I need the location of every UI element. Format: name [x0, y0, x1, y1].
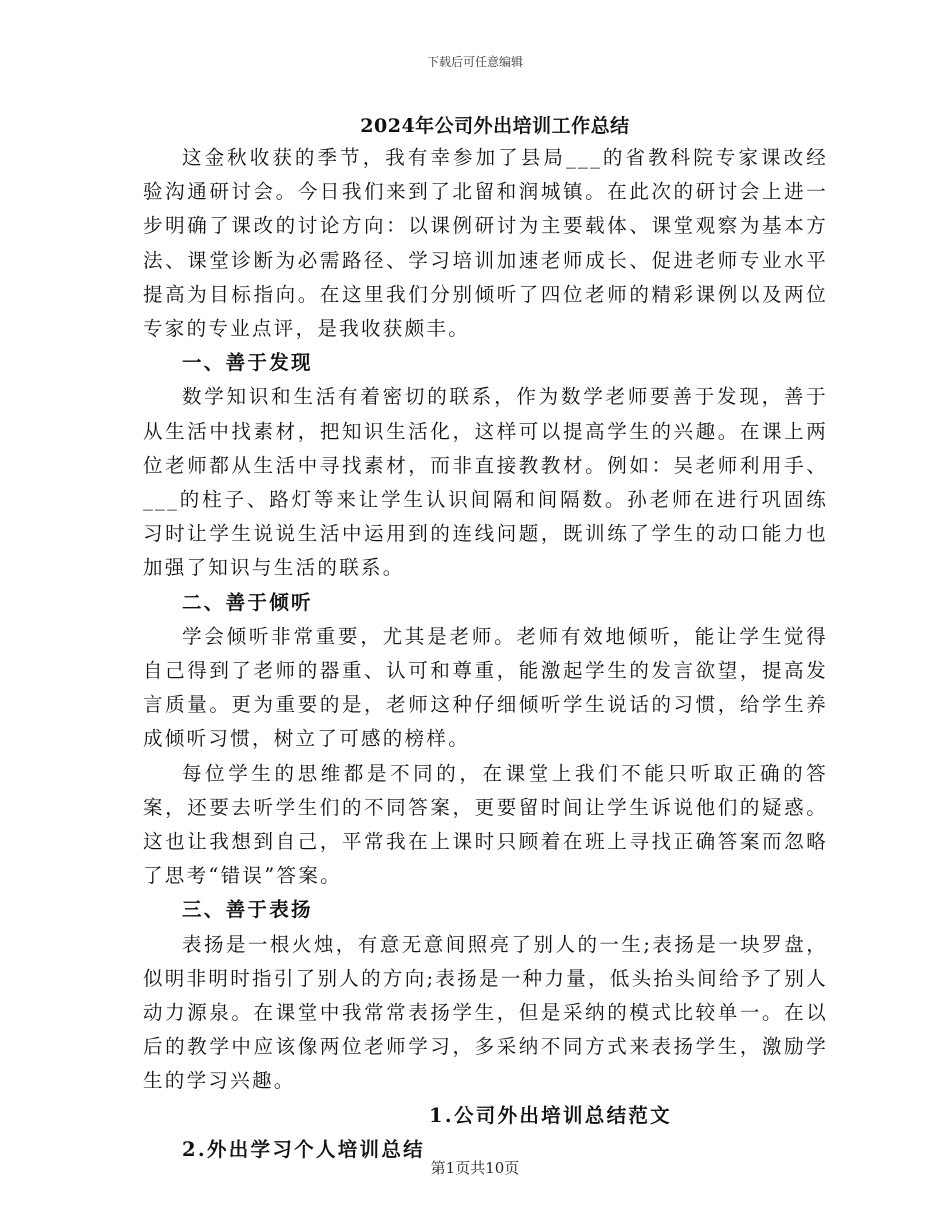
related-link-1[interactable]: 1.公司外出培训总结范文: [429, 1103, 672, 1127]
page-number: 第1页共10页: [430, 1159, 520, 1177]
section-heading-praise: 三、善于表扬: [182, 898, 313, 922]
related-link-2[interactable]: 2.外出学习个人培训总结: [182, 1137, 425, 1161]
section-paragraph-listen-1: 学会倾听非常重要，尤其是老师。老师有效地倾听，能让学生觉得自己得到了老师的器重、认可和尊重，能激起学生的发言欲望，提高发言质量。更为重要的是，老师这种仔细倾听学生说话的习惯，给学生养成倾听习惯，树立了可感的榜样。: [143, 624, 828, 751]
section-paragraph-discover: 数学知识和生活有着密切的联系，作为数学老师要善于发现，善于从生活中找素材，把知识生活化，这样可以提高学生的兴趣。在课上两位老师都从生活中寻找素材，而非直接教教材。例如：吴老师利用手、___的柱子、路灯等来让学生认识间隔和间隔数。孙老师在进行巩固练习时让学生说说生活中运用到的连线问题，既训练了学生的动口能力也加强了知识与生活的联系。: [143, 385, 828, 580]
section-paragraph-listen-2: 每位学生的思维都是不同的，在课堂上我们不能只听取正确的答案，还要去听学生们的不同答案，更要留时间让学生诉说他们的疑惑。这也让我想到自己，平常我在上课时只顾着在班上寻找正确答案而忽略了思考“错误”答案。: [143, 761, 828, 888]
section-heading-discover: 一、善于发现: [182, 351, 313, 375]
document-body: [143, 141, 828, 1167]
intro-paragraph: 这金秋收获的季节，我有幸参加了县局___的省教科院专家课改经验沟通研讨会。今日我们来到了北留和润城镇。在此次的研讨会上进一步明确了课改的讨论方向：以课例研讨为主要载体、课堂观察为基本方法、课堂诊断为必需路径、学习培训加速老师成长、促进老师专业水平提高为目标指向。在这里我们分别倾听了四位老师的精彩课例以及两位专家的专业点评，是我收获颇丰。: [143, 146, 829, 341]
section-heading-listen: 二、善于倾听: [182, 590, 313, 614]
header-note: 下载后可任意编辑: [426, 55, 523, 69]
section-paragraph-praise: 表扬是一根火烛，有意无意间照亮了别人的一生;表扬是一块罗盘，似明非明时指引了别人的方向;表扬是一种力量，低头抬头间给予了别人动力源泉。在课堂中我常常表扬学生，但是采纳的模式比较单一。在以后的教学中应该像两位老师学习，多采纳不同方式来表扬学生，激励学生的学习兴趣。: [143, 932, 828, 1093]
document-title: 2024年公司外出培训工作总结: [360, 115, 630, 137]
